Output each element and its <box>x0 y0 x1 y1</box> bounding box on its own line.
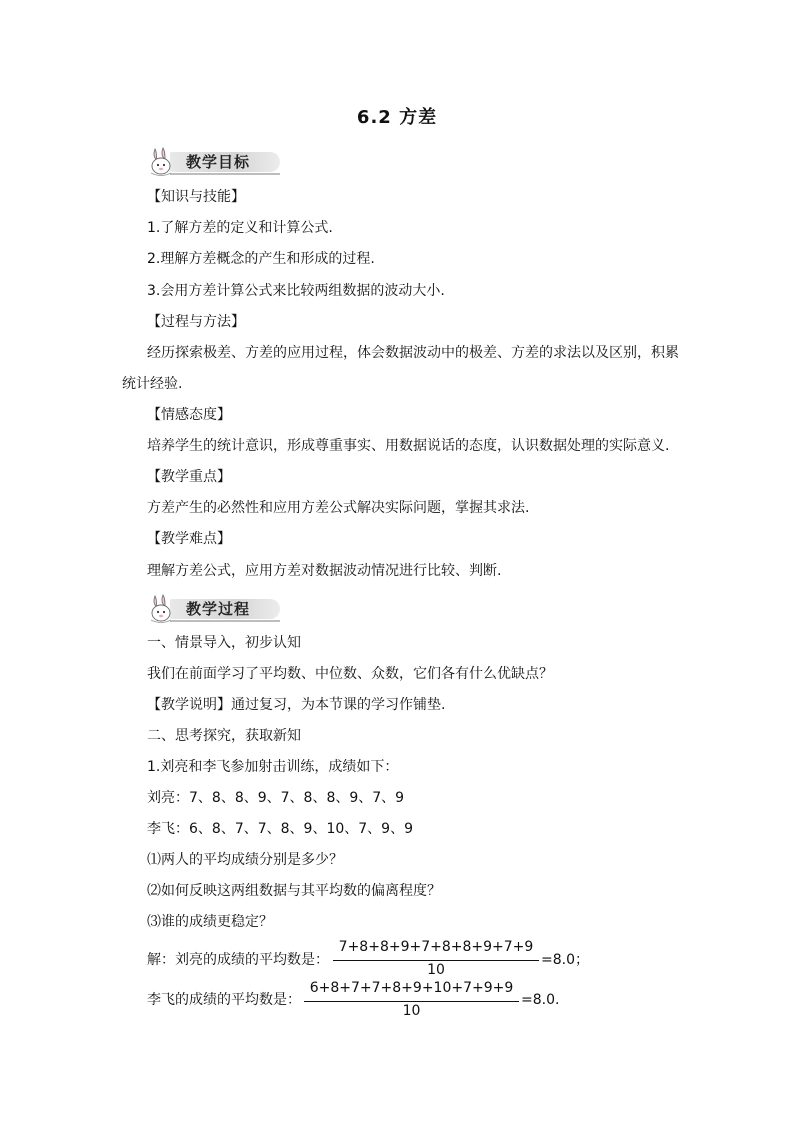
solution-2-numerator: 6+8+7+7+8+9+10+7+9+9 <box>309 980 514 996</box>
banner-label: 教学过程 <box>186 600 251 618</box>
banner-label: 教学目标 <box>186 153 251 171</box>
process-banner <box>146 593 270 623</box>
section-1-heading: 一、情景导入，初步认知 <box>147 635 301 651</box>
method-text-line-1: 经历探索极差、方差的应用过程，体会数据波动中的极差、方差的求法以及区别，积累 <box>147 345 679 361</box>
solution-1-denominator: 10 <box>427 962 445 978</box>
method-heading: 【过程与方法】 <box>147 314 245 330</box>
sub-question-2: ⑵如何反映这两组数据与其平均数的偏离程度？ <box>147 883 441 899</box>
rabbit-icon <box>146 146 178 178</box>
solution-1-result: =8.0； <box>541 952 589 968</box>
li-scores: 李飞：6、8、7、7、8、9、10、7、9、9 <box>147 821 413 837</box>
key-point-text: 方差产生的必然性和应用方差公式解决实际问题，掌握其求法. <box>147 500 530 516</box>
solution-2-result: =8.0. <box>521 992 560 1008</box>
knowledge-item-3: 3.会用方差计算公式来比较两组数据的波动大小. <box>147 283 445 299</box>
solution-1-prefix: 解：刘亮的成绩的平均数是： <box>147 952 329 968</box>
knowledge-heading: 【知识与技能】 <box>147 189 245 205</box>
question-1: 我们在前面学习了平均数、中位数、众数，它们各有什么优缺点？ <box>147 666 553 682</box>
fraction-bar <box>333 960 539 961</box>
teaching-note: 【教学说明】通过复习，为本节课的学习作铺垫. <box>147 697 446 713</box>
solution-2-fraction <box>304 980 519 1022</box>
difficulty-heading: 【教学难点】 <box>147 531 231 547</box>
solution-2-prefix: 李飞的成绩的平均数是： <box>147 992 301 1008</box>
sub-question-3: ⑶谁的成绩更稳定？ <box>147 914 273 930</box>
knowledge-item-2: 2.理解方差概念的产生和形成的过程. <box>147 251 375 267</box>
objectives-banner <box>146 146 270 176</box>
liu-scores: 刘亮：7、8、8、9、7、8、8、9、7、9 <box>147 790 405 806</box>
page-title: 6.2 方差 <box>356 107 438 128</box>
sub-question-1: ⑴两人的平均成绩分别是多少？ <box>147 852 343 868</box>
solution-1-fraction <box>333 939 539 981</box>
attitude-heading: 【情感态度】 <box>147 407 231 423</box>
problem-statement: 1.刘亮和李飞参加射击训练，成绩如下： <box>147 759 399 775</box>
attitude-text: 培养学生的统计意识，形成尊重事实、用数据说话的态度，认识数据处理的实际意义. <box>147 438 670 454</box>
method-text-line-2: 统计经验. <box>122 376 183 392</box>
knowledge-item-1: 1.了解方差的定义和计算公式. <box>147 220 333 236</box>
solution-1-numerator: 7+8+8+9+7+8+8+9+7+9 <box>338 939 534 955</box>
solution-2-denominator: 10 <box>402 1003 421 1019</box>
banner-underline <box>170 620 280 622</box>
rabbit-icon <box>146 593 178 625</box>
fraction-bar <box>304 1001 519 1002</box>
difficulty-text: 理解方差公式，应用方差对数据波动情况进行比较、判断. <box>147 563 502 579</box>
section-2-heading: 二、思考探究，获取新知 <box>147 728 301 744</box>
banner-underline <box>170 173 280 175</box>
key-point-heading: 【教学重点】 <box>147 469 231 485</box>
